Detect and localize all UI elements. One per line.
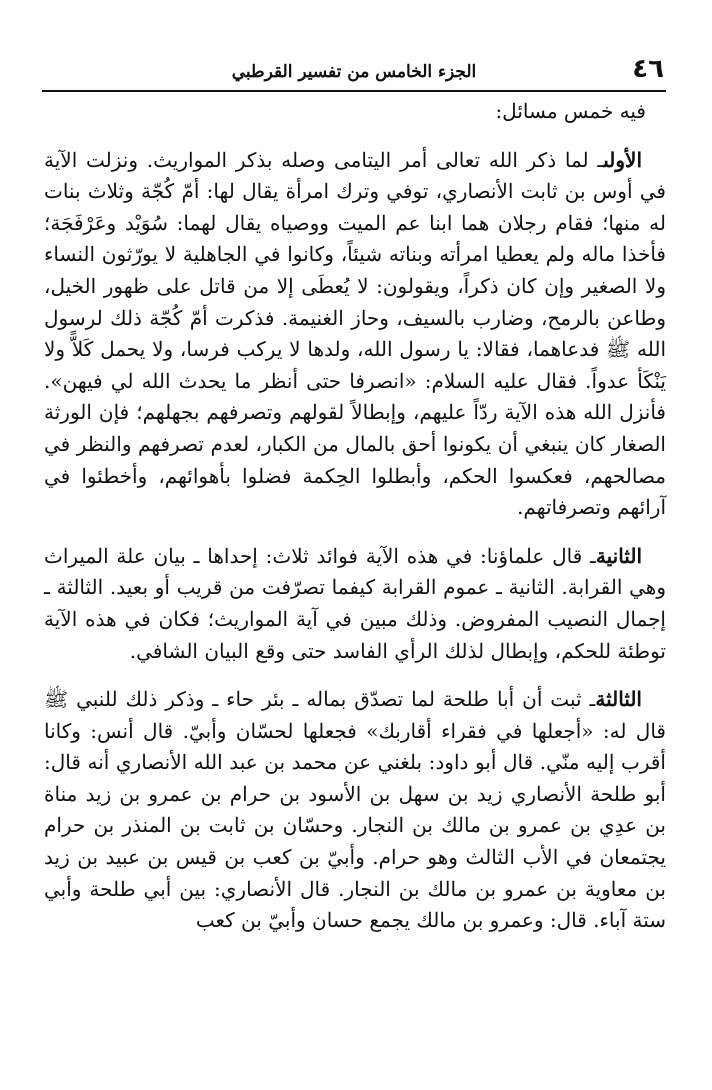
intro-line: فيه خمس مسائل: [495, 99, 646, 123]
masala-3-label: الثالثة [595, 687, 642, 712]
masala-2-text: ـ قال علماؤنا: في هذه الآية فوائد ثلاث: إحداها ـ بيان علة الميراث وهي القرابة. الثانية ـ عموم القرابة كيفما تصرّفت من قريب أو بعيد. الثالثة ـ إجمال النصيب المفروض. وذلك مبين في آية المواريث؛ فكان في هذه الآية توطئة للحكم، وإبطال لذلك الرأي الفاسد حتى وقع البيان الشافي. [44, 543, 666, 663]
masala-1-paragraph [44, 145, 666, 524]
page-header [42, 50, 666, 92]
masala-2-paragraph [44, 541, 666, 667]
page-number: ٤٦ [632, 54, 664, 84]
masala-3-paragraph [44, 684, 666, 937]
masala-1-label: الأولى [603, 147, 642, 172]
page-body [44, 96, 666, 937]
masala-3-text: ـ ثبت أن أبا طلحة لما تصدّق بماله ـ بئر حاء ـ وذكر ذلك للنبي ﷺ قال له: «أجعلها في فقراء أقاربك» فجعلها لحسّان وأبيّ. قال أنس: وكانا أقرب إليه منّي. قال أبو داود: بلغني عن محمد بن عبد الله الأنصاري أنه قال: أبو طلحة الأنصاري زيد بن سهل بن الأسود بن حرام بن عمرو بن زيد مناة بن عدِي بن عمرو بن مالك بن النجار. وحسّان بن ثابت بن المنذر بن حرام يجتمعان في الأب الثالث وهو حرام. وأبيّ بن كعب بن قيس بن عبيد بن زيد بن معاوية بن عمرو بن مالك بن النجار. قال الأنصاري: بين أبي طلحة وأبي ستة آباء. قال: وعمرو بن مالك يجمع حسان وأبيّ بن كعب [44, 687, 666, 933]
masala-2-label: الثانية [595, 543, 642, 568]
running-title: الجزء الخامس من تفسير القرطبي [231, 62, 477, 82]
masala-1-text: ـ لما ذكر الله تعالى أمر اليتامى وصله بذكر المواريث. ونزلت الآية في أوس بن ثابت الأنصاري، توفي وترك امرأة يقال لها: أمّ كُجّة وثلاث بنات له منها؛ فقام رجلان هما ابنا عم الميت ووصياه يقال لهما: سُوَيْد وعَرْفَجَة؛ فأخذا ماله ولم يعطيا امرأته وبناته شيئاً، وكانوا في الجاهلية لا يورّثون النساء ولا الصغير وإن كان ذكراً، ويقولون: لا يُعطَى إلا من قاتل على ظهور الخيل، وطاعن بالرمح، وضارب بالسيف، وحاز الغنيمة. فذكرت أمّ كُجّة ذلك لرسول الله ﷺ فدعاهما، فقالا: يا رسول الله، ولدها لا يركب فرسا، ولا يحمل كَلاًّ ولا يَنْكَأ عدواً. فقال عليه السلام: «انصرفا حتى أنظر ما يحدث الله لي فيهن». فأنزل الله هذه الآية ردّاً عليهم، وإبطالاً لقولهم وتصرفهم بجهلهم؛ فإن الورثة الصغار كان ينبغي أن يكونوا أحق بالمال من الكبار، لعدم تصرفهم والنظر في مصالحهم، فعكسوا الحكم، وأبطلوا الحِكمة فضلوا بأهوائهم، وأخطئوا في آرائهم وتصرفاتهم. [44, 147, 667, 520]
